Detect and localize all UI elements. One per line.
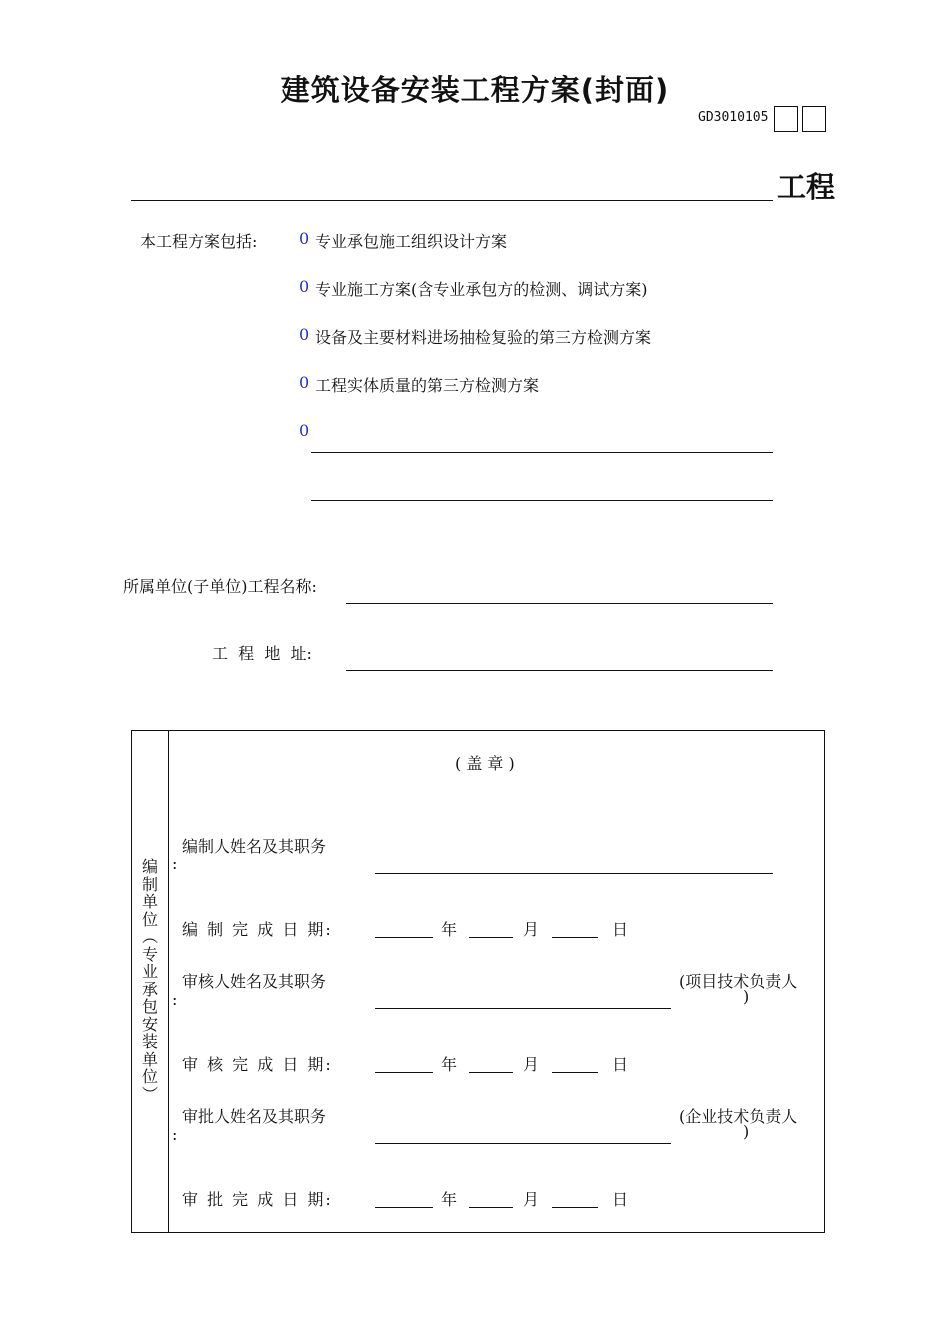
reviewer-colon: : [172,990,178,1009]
unit-project-label: 所属单位(子单位)工程名称: [123,577,317,596]
compile-day-input[interactable] [552,937,598,938]
compile-date-label: 编 制 完 成 日 期: [182,920,333,939]
table-divider [168,730,169,1233]
address-label: 工 程 地 址: [212,644,312,663]
compiler-label: 编制人姓名及其职务 [182,837,327,856]
approver-role: (企业技术负责人 [679,1107,798,1126]
review-date-label: 审 核 完 成 日 期: [182,1055,333,1074]
compiler-colon: : [172,854,178,873]
plan-item-4: 工程实体质量的第三方检测方案 [315,376,540,395]
includes-label: 本工程方案包括: [140,232,258,251]
form-code: GD3010105 [698,110,769,125]
approve-year-input[interactable] [375,1207,433,1208]
code-box-1[interactable] [774,106,798,132]
address-input[interactable] [346,670,773,671]
approver-input[interactable] [375,1143,671,1144]
compile-year-unit: 年 [441,920,458,939]
compile-day-unit: 日 [612,920,629,939]
code-box-2[interactable] [802,106,826,132]
unit-project-input[interactable] [346,603,773,604]
plan-item-1: 专业承包施工组织设计方案 [315,232,508,251]
reviewer-label: 审核人姓名及其职务 [182,972,327,991]
other-plan-input-1[interactable] [311,452,773,453]
review-year-unit: 年 [441,1055,458,1074]
page-title: 建筑设备安装工程方案(封面) [280,73,670,107]
review-day-input[interactable] [552,1072,598,1073]
checkbox-mark-5[interactable]: 0 [299,421,310,440]
compile-month-unit: 月 [523,920,540,939]
review-month-unit: 月 [523,1055,540,1074]
review-year-input[interactable] [375,1072,433,1073]
plan-item-3: 设备及主要材料进场抽检复验的第三方检测方案 [315,328,652,347]
compile-year-input[interactable] [375,937,433,938]
compiler-input[interactable] [375,873,773,874]
checkbox-mark-2[interactable]: 0 [299,277,310,296]
checkbox-mark-3[interactable]: 0 [299,325,310,344]
approve-date-label: 审 批 完 成 日 期: [182,1190,333,1209]
approve-year-unit: 年 [441,1190,458,1209]
approver-role-close: ) [743,1122,750,1141]
approve-month-unit: 月 [523,1190,540,1209]
approve-day-input[interactable] [552,1207,598,1208]
approver-label: 审批人姓名及其职务 [182,1107,327,1126]
approve-month-input[interactable] [469,1207,513,1208]
seal-label: ( 盖 章 ) [455,754,515,773]
project-name-input[interactable] [131,200,773,201]
reviewer-role-close: ) [743,987,750,1006]
other-plan-input-2[interactable] [311,500,773,501]
checkbox-mark-4[interactable]: 0 [299,373,310,392]
review-day-unit: 日 [612,1055,629,1074]
compile-month-input[interactable] [469,937,513,938]
compiling-unit-side-label: 编 制 单 位 ︵ 专 业 承 包 安 装 单 位 ︶ [141,857,158,1104]
approve-day-unit: 日 [612,1190,629,1209]
reviewer-role: (项目技术负责人 [679,972,798,991]
project-suffix: 工程 [777,170,836,204]
reviewer-input[interactable] [375,1008,671,1009]
approver-colon: : [172,1125,178,1144]
review-month-input[interactable] [469,1072,513,1073]
plan-item-2: 专业施工方案(含专业承包方的检测、调试方案) [315,280,648,299]
checkbox-mark-1[interactable]: 0 [299,229,310,248]
